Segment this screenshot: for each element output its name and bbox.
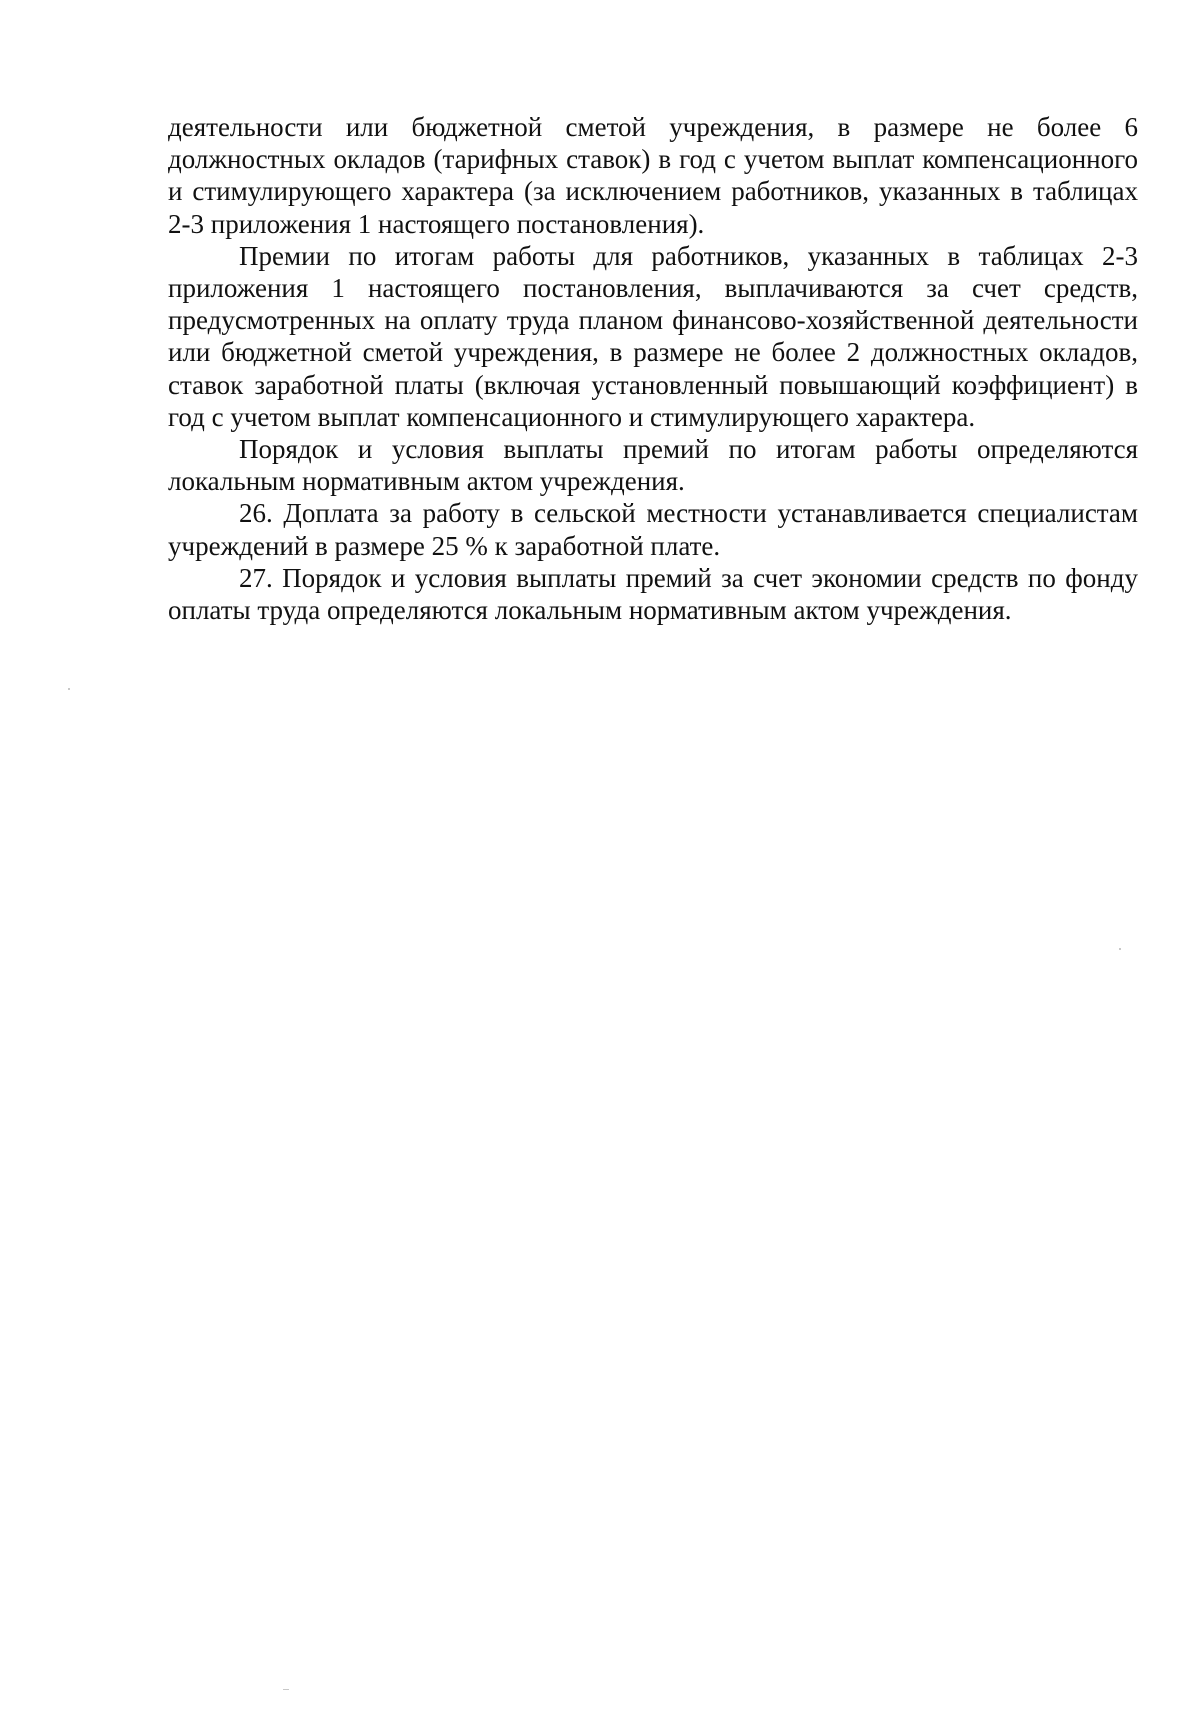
scan-speck [283,1689,289,1690]
paragraph-bonus-procedure: Порядок и условия выплаты премий по итогам работы определяются локальным нормативным актом учреждения. [168,434,1138,497]
scan-speck [1119,948,1121,950]
paragraph-item-27: 27. Порядок и условия выплаты премий за счет экономии средств по фонду оплаты труда определяются локальным нормативным актом учреждения. [168,562,1138,626]
scan-speck [68,688,70,690]
paragraph-continuation: деятельности или бюджетной сметой учреждения, в размере не более 6 должностных окладов (тарифных ставок) в год с учетом выплат компенсационного и стимулирующего характера (за исключением работников, указанных в таблицах 2-3 приложения 1 настоящего постановления). [168,112,1138,239]
document-body [168,111,1138,626]
paragraph-item-26: 26. Доплата за работу в сельской местности устанавливается специалистам учреждений в размере 25 % к заработной плате. [168,498,1138,561]
paragraph-bonus-conditions: Премии по итогам работы для работников, указанных в таблицах 2-3 приложения 1 настоящего постановления, выплачиваются за счет средств, предусмотренных на оплату труда планом финансово-хозяйственной деятельности или бюджетной сметой учреждения, в размере не более 2 должностных окладов, ставок заработной платы (включая установленный повышающий коэффициент) в год с учетом выплат компенсационного и стимулирующего характера. [168,240,1138,432]
